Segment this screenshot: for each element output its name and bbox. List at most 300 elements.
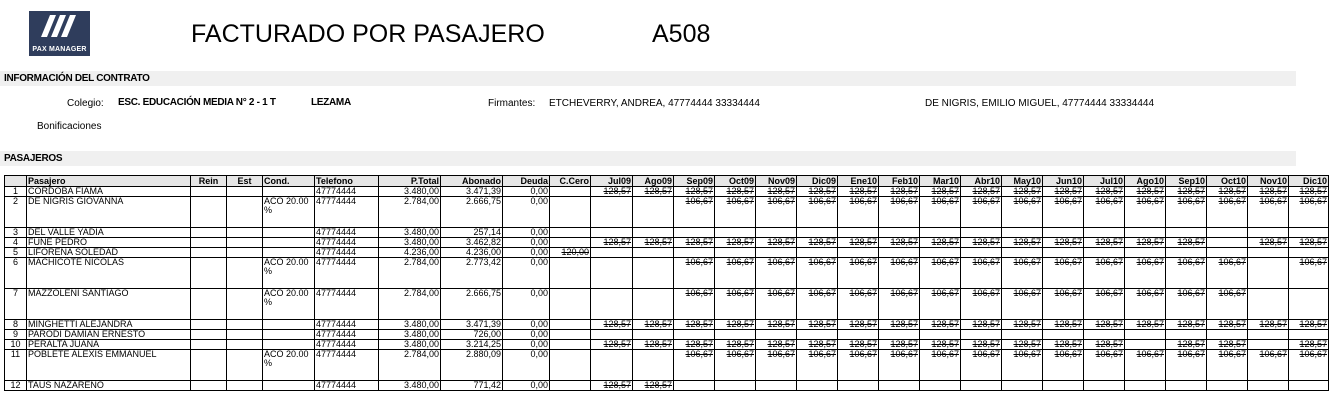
cell-month: 128,57 xyxy=(674,320,715,330)
cell-month: 106,67 xyxy=(879,197,920,228)
cell-month: 106,67 xyxy=(715,258,756,289)
cell-month: 128,57 xyxy=(961,187,1002,197)
cell-month: 128,57 xyxy=(1166,238,1207,248)
cell-abonado: 4.236,00 xyxy=(441,248,503,258)
cell-month: 128,57 xyxy=(1002,238,1043,248)
cell-month: 128,57 xyxy=(715,238,756,248)
cell-month xyxy=(674,381,715,391)
cell-month: 106,67 xyxy=(797,289,838,320)
cell-total: 2.784,00 xyxy=(379,258,441,289)
cell-month xyxy=(715,330,756,340)
cell-cond: ACO 20.00 % xyxy=(263,289,315,320)
cell-rein xyxy=(191,197,227,228)
cell-month: 128,57 xyxy=(756,238,797,248)
cell-name: LIFORENA SOLEDAD xyxy=(27,248,191,258)
cell-deuda: 0,00 xyxy=(503,238,550,248)
column-header[interactable]: Ago09 xyxy=(633,176,674,187)
cell-month xyxy=(879,381,920,391)
firmante-2: DE NIGRIS, EMILIO MIGUEL, 47774444 33334444 xyxy=(925,98,1155,109)
cell-month xyxy=(633,228,674,238)
cell-n: 4 xyxy=(5,238,27,248)
cell-month xyxy=(756,228,797,238)
cell-tel: 47774444 xyxy=(315,187,379,197)
cell-month xyxy=(715,248,756,258)
column-header[interactable]: Jul09 xyxy=(591,176,633,187)
cell-name: PARODI DAMIAN ERNESTO xyxy=(27,330,191,340)
table-row xyxy=(5,330,1329,340)
cell-month: 106,67 xyxy=(674,350,715,381)
cell-month xyxy=(1207,381,1248,391)
cell-month: 106,67 xyxy=(1289,258,1329,289)
cell-ccero: 120,00 xyxy=(550,248,591,258)
column-header[interactable]: Nov10 xyxy=(1248,176,1289,187)
cell-month: 106,67 xyxy=(674,289,715,320)
cell-month: 128,57 xyxy=(1289,187,1329,197)
cell-month: 106,67 xyxy=(797,350,838,381)
cell-month: 128,57 xyxy=(879,320,920,330)
cell-abonado: 726,00 xyxy=(441,330,503,340)
cell-tel: 47774444 xyxy=(315,258,379,289)
cell-month: 106,67 xyxy=(1166,258,1207,289)
cell-month: 128,57 xyxy=(879,340,920,350)
cell-month xyxy=(961,228,1002,238)
cell-name: TAUS NAZARENO xyxy=(27,381,191,391)
cell-deuda: 0,00 xyxy=(503,340,550,350)
cell-abonado: 771,42 xyxy=(441,381,503,391)
cell-month xyxy=(591,258,633,289)
column-header[interactable]: Oct09 xyxy=(715,176,756,187)
column-header[interactable]: C.Cero xyxy=(550,176,591,187)
cell-month: 128,57 xyxy=(591,238,633,248)
cell-month: 106,67 xyxy=(1125,350,1166,381)
cell-month: 128,57 xyxy=(797,340,838,350)
column-header[interactable] xyxy=(5,176,27,187)
cell-n: 6 xyxy=(5,258,27,289)
column-header[interactable]: Ago10 xyxy=(1125,176,1166,187)
cell-month xyxy=(838,381,879,391)
cell-month xyxy=(756,330,797,340)
cell-month xyxy=(1002,330,1043,340)
cell-name: POBLETE ALEXIS EMMANUEL xyxy=(27,350,191,381)
cell-month: 106,67 xyxy=(1002,350,1043,381)
cell-month: 128,57 xyxy=(838,340,879,350)
cell-month: 128,57 xyxy=(797,320,838,330)
cell-total: 4.236,00 xyxy=(379,248,441,258)
cell-deuda: 0,00 xyxy=(503,258,550,289)
cell-name: FUNE PEDRO xyxy=(27,238,191,248)
cell-month xyxy=(797,228,838,238)
cell-month xyxy=(797,381,838,391)
cell-rein xyxy=(191,238,227,248)
cell-n: 12 xyxy=(5,381,27,391)
cell-cond: ACO 20.00 % xyxy=(263,197,315,228)
cell-month xyxy=(756,248,797,258)
cell-month: 128,57 xyxy=(591,381,633,391)
cell-tel: 47774444 xyxy=(315,248,379,258)
cell-cond xyxy=(263,381,315,391)
cell-cond xyxy=(263,330,315,340)
cell-abonado: 2.880,09 xyxy=(441,350,503,381)
cell-month xyxy=(1125,340,1166,350)
cell-n: 1 xyxy=(5,187,27,197)
cell-month: 106,67 xyxy=(1043,289,1084,320)
cell-month: 106,67 xyxy=(797,258,838,289)
cell-month xyxy=(1248,340,1289,350)
cell-month xyxy=(1248,248,1289,258)
table-row xyxy=(5,350,1329,381)
column-header[interactable]: Oct10 xyxy=(1207,176,1248,187)
cell-total: 2.784,00 xyxy=(379,289,441,320)
cell-month xyxy=(1248,289,1289,320)
cell-n: 8 xyxy=(5,320,27,330)
cell-month: 128,57 xyxy=(1043,238,1084,248)
cell-month: 128,57 xyxy=(1084,238,1125,248)
cell-tel: 47774444 xyxy=(315,350,379,381)
cell-ccero xyxy=(550,238,591,248)
cell-total: 2.784,00 xyxy=(379,197,441,228)
cell-month: 128,57 xyxy=(1289,238,1329,248)
cell-month: 106,67 xyxy=(1289,350,1329,381)
cell-month: 128,57 xyxy=(715,320,756,330)
cell-month xyxy=(1248,228,1289,238)
cell-rein xyxy=(191,248,227,258)
cell-month xyxy=(1289,228,1329,238)
cell-month: 128,57 xyxy=(1248,320,1289,330)
firmante-1: ETCHEVERRY, ANDREA, 47774444 33334444 xyxy=(549,98,760,109)
firmantes-label: Firmantes: xyxy=(488,98,536,109)
column-header[interactable]: Sep10 xyxy=(1166,176,1207,187)
cell-month: 128,57 xyxy=(1084,340,1125,350)
cell-month: 128,57 xyxy=(1084,320,1125,330)
cell-tel: 47774444 xyxy=(315,238,379,248)
cell-month: 128,57 xyxy=(1289,320,1329,330)
cell-deuda: 0,00 xyxy=(503,197,550,228)
cell-month: 128,57 xyxy=(1043,187,1084,197)
cell-abonado: 257,14 xyxy=(441,228,503,238)
cell-total: 3.480,00 xyxy=(379,340,441,350)
cell-month: 128,57 xyxy=(591,340,633,350)
cell-month: 128,57 xyxy=(1002,320,1043,330)
cell-month: 128,57 xyxy=(961,340,1002,350)
cell-ccero xyxy=(550,228,591,238)
cell-est xyxy=(227,340,263,350)
cell-month: 106,67 xyxy=(756,350,797,381)
cell-abonado: 3.214,25 xyxy=(441,340,503,350)
cell-month: 128,57 xyxy=(756,340,797,350)
cell-month xyxy=(674,330,715,340)
cell-month: 106,67 xyxy=(715,197,756,228)
column-header[interactable]: Cond. xyxy=(263,176,315,187)
column-header[interactable]: Rein xyxy=(191,176,227,187)
cell-month: 106,67 xyxy=(1002,258,1043,289)
cell-month: 128,57 xyxy=(1289,340,1329,350)
logo xyxy=(29,11,90,56)
cell-month xyxy=(920,228,961,238)
cell-month: 106,67 xyxy=(838,258,879,289)
column-header[interactable]: Abr10 xyxy=(961,176,1002,187)
cell-rein xyxy=(191,330,227,340)
column-header[interactable]: Telefono xyxy=(315,176,379,187)
cell-month: 128,57 xyxy=(1166,340,1207,350)
column-header[interactable]: Dic09 xyxy=(797,176,838,187)
cell-month: 128,57 xyxy=(961,320,1002,330)
column-header[interactable]: P.Total xyxy=(379,176,441,187)
cell-month: 106,67 xyxy=(797,197,838,228)
cell-month: 128,57 xyxy=(591,187,633,197)
cell-month: 106,67 xyxy=(1248,197,1289,228)
cell-cond: ACO 20.00 % xyxy=(263,350,315,381)
cell-month: 128,57 xyxy=(674,238,715,248)
cell-month xyxy=(961,381,1002,391)
cell-month xyxy=(879,228,920,238)
cell-total: 2.784,00 xyxy=(379,350,441,381)
cell-month: 128,57 xyxy=(1002,187,1043,197)
cell-month: 128,57 xyxy=(1125,187,1166,197)
cell-month: 106,67 xyxy=(1125,258,1166,289)
cell-tel: 47774444 xyxy=(315,330,379,340)
cell-cond xyxy=(263,228,315,238)
cell-month: 128,57 xyxy=(1125,238,1166,248)
cell-month: 106,67 xyxy=(1043,350,1084,381)
cell-month: 106,67 xyxy=(1084,197,1125,228)
cell-ccero xyxy=(550,197,591,228)
cell-ccero xyxy=(550,289,591,320)
column-header[interactable]: Feb10 xyxy=(879,176,920,187)
cell-est xyxy=(227,197,263,228)
cell-deuda: 0,00 xyxy=(503,350,550,381)
cell-est xyxy=(227,248,263,258)
column-header[interactable]: Abonado xyxy=(441,176,503,187)
cell-month xyxy=(591,228,633,238)
cell-month: 128,57 xyxy=(674,340,715,350)
cell-name: MINGHETTI ALEJANDRA xyxy=(27,320,191,330)
cell-deuda: 0,00 xyxy=(503,320,550,330)
cell-month: 128,57 xyxy=(674,187,715,197)
cell-month: 106,67 xyxy=(1043,197,1084,228)
cell-month: 106,67 xyxy=(674,258,715,289)
cell-month: 128,57 xyxy=(1207,187,1248,197)
cell-month xyxy=(1207,238,1248,248)
cell-month: 128,57 xyxy=(1043,340,1084,350)
cell-ccero xyxy=(550,381,591,391)
table-row xyxy=(5,248,1329,258)
cell-month xyxy=(1248,330,1289,340)
cell-name: PERALTA JUANA xyxy=(27,340,191,350)
cell-month xyxy=(1166,248,1207,258)
cell-month: 128,57 xyxy=(1207,320,1248,330)
table-row xyxy=(5,228,1329,238)
cell-deuda: 0,00 xyxy=(503,381,550,391)
cell-rein xyxy=(191,289,227,320)
cell-month: 106,67 xyxy=(1125,289,1166,320)
colegio-label: Colegio: xyxy=(67,98,104,109)
table-header-row xyxy=(5,176,1329,187)
document-code: A508 xyxy=(652,20,711,48)
cell-month xyxy=(1289,289,1329,320)
cell-month xyxy=(797,248,838,258)
cell-month xyxy=(879,330,920,340)
cell-month: 128,57 xyxy=(1084,187,1125,197)
cell-abonado: 2.773,42 xyxy=(441,258,503,289)
cell-abonado: 3.471,39 xyxy=(441,320,503,330)
column-header[interactable]: Nov09 xyxy=(756,176,797,187)
column-header[interactable]: Jun10 xyxy=(1043,176,1084,187)
cell-month: 128,57 xyxy=(756,320,797,330)
column-header[interactable]: Sep09 xyxy=(674,176,715,187)
cell-month: 106,67 xyxy=(961,197,1002,228)
cell-month: 106,67 xyxy=(961,258,1002,289)
cell-month xyxy=(591,350,633,381)
cell-month xyxy=(920,330,961,340)
column-header[interactable]: Mar10 xyxy=(920,176,961,187)
cell-ccero xyxy=(550,350,591,381)
cell-abonado: 2.666,75 xyxy=(441,197,503,228)
cell-month: 106,67 xyxy=(1166,197,1207,228)
cell-month: 106,67 xyxy=(715,350,756,381)
cell-tel: 47774444 xyxy=(315,289,379,320)
cell-month xyxy=(1166,330,1207,340)
cell-month: 106,67 xyxy=(838,197,879,228)
cell-month: 128,57 xyxy=(797,238,838,248)
column-header[interactable]: Ene10 xyxy=(838,176,879,187)
cell-month xyxy=(633,350,674,381)
cell-month xyxy=(1125,381,1166,391)
cell-month: 128,57 xyxy=(879,187,920,197)
cell-total: 3.480,00 xyxy=(379,381,441,391)
cell-month: 128,57 xyxy=(633,238,674,248)
cell-est xyxy=(227,350,263,381)
column-header[interactable]: Est xyxy=(227,176,263,187)
cell-month xyxy=(920,248,961,258)
cell-month xyxy=(1043,381,1084,391)
cell-tel: 47774444 xyxy=(315,228,379,238)
cell-month xyxy=(1002,381,1043,391)
cell-month xyxy=(715,228,756,238)
cell-total: 3.480,00 xyxy=(379,320,441,330)
cell-rein xyxy=(191,320,227,330)
cell-month: 128,57 xyxy=(1248,187,1289,197)
cell-tel: 47774444 xyxy=(315,381,379,391)
cell-month xyxy=(1084,381,1125,391)
cell-month: 106,67 xyxy=(1084,258,1125,289)
cell-month: 106,67 xyxy=(879,258,920,289)
cell-month: 128,57 xyxy=(633,187,674,197)
cell-rein xyxy=(191,340,227,350)
cell-month: 128,57 xyxy=(838,187,879,197)
passengers-table xyxy=(4,175,1329,391)
cell-month: 128,57 xyxy=(715,187,756,197)
cell-month xyxy=(961,248,1002,258)
cell-est xyxy=(227,330,263,340)
contract-section-title: INFORMACIÓN DEL CONTRATO xyxy=(0,71,1296,86)
cell-cond xyxy=(263,238,315,248)
cell-month: 106,67 xyxy=(961,350,1002,381)
colegio-value: ESC. EDUCACIÓN MEDIA N° 2 - 1 T xyxy=(118,97,276,108)
cell-month: 128,57 xyxy=(920,238,961,248)
cell-month xyxy=(1125,248,1166,258)
cell-deuda: 0,00 xyxy=(503,187,550,197)
cell-month xyxy=(715,381,756,391)
cell-cond: ACO 20.00 % xyxy=(263,258,315,289)
cell-month xyxy=(1125,228,1166,238)
cell-month xyxy=(633,330,674,340)
cell-month: 106,67 xyxy=(756,197,797,228)
cell-month xyxy=(920,381,961,391)
column-header[interactable]: Jul10 xyxy=(1084,176,1125,187)
cell-ccero xyxy=(550,340,591,350)
cell-month xyxy=(1248,381,1289,391)
cell-month: 106,67 xyxy=(961,289,1002,320)
cell-month: 128,57 xyxy=(1166,187,1207,197)
cell-month xyxy=(1043,330,1084,340)
cell-est xyxy=(227,381,263,391)
cell-month xyxy=(1207,330,1248,340)
cell-month xyxy=(633,289,674,320)
cell-month: 106,67 xyxy=(838,350,879,381)
cell-month: 128,57 xyxy=(879,238,920,248)
cell-total: 3.480,00 xyxy=(379,228,441,238)
column-header[interactable]: May10 xyxy=(1002,176,1043,187)
cell-month: 106,67 xyxy=(1207,258,1248,289)
cell-month: 128,57 xyxy=(1125,320,1166,330)
cell-month: 106,67 xyxy=(1207,350,1248,381)
cell-est xyxy=(227,320,263,330)
cell-total: 3.480,00 xyxy=(379,238,441,248)
column-header[interactable]: Dic10 xyxy=(1289,176,1329,187)
cell-month xyxy=(879,248,920,258)
table-row xyxy=(5,197,1329,228)
cell-month: 128,57 xyxy=(920,340,961,350)
table-row xyxy=(5,320,1329,330)
logo-icon xyxy=(41,15,78,37)
cell-month xyxy=(591,248,633,258)
table-row xyxy=(5,238,1329,248)
cell-total: 3.480,00 xyxy=(379,187,441,197)
cell-month xyxy=(961,330,1002,340)
cell-month: 106,67 xyxy=(1084,350,1125,381)
cell-month: 106,67 xyxy=(838,289,879,320)
cell-deuda: 0,00 xyxy=(503,228,550,238)
cell-month xyxy=(1043,248,1084,258)
cell-month xyxy=(633,248,674,258)
cell-rein xyxy=(191,350,227,381)
cell-month: 128,57 xyxy=(591,320,633,330)
cell-cond xyxy=(263,248,315,258)
column-header[interactable]: Pasajero xyxy=(27,176,191,187)
cell-month xyxy=(1207,248,1248,258)
cell-month xyxy=(797,330,838,340)
cell-month: 106,67 xyxy=(1125,197,1166,228)
cell-ccero xyxy=(550,187,591,197)
cell-month: 128,57 xyxy=(1166,320,1207,330)
cell-name: DE NIGRIS GIOVANNA xyxy=(27,197,191,228)
page-title: FACTURADO POR PASAJERO xyxy=(191,20,545,48)
cell-month xyxy=(1207,228,1248,238)
cell-total: 3.480,00 xyxy=(379,330,441,340)
column-header[interactable]: Deuda xyxy=(503,176,550,187)
cell-deuda: 0,00 xyxy=(503,248,550,258)
cell-month xyxy=(756,381,797,391)
table-row xyxy=(5,258,1329,289)
cell-month xyxy=(591,330,633,340)
cell-month: 106,67 xyxy=(674,197,715,228)
cell-abonado: 3.462,82 xyxy=(441,238,503,248)
table-row xyxy=(5,340,1329,350)
cell-month xyxy=(1125,330,1166,340)
cell-cond xyxy=(263,340,315,350)
cell-tel: 47774444 xyxy=(315,340,379,350)
cell-rein xyxy=(191,187,227,197)
